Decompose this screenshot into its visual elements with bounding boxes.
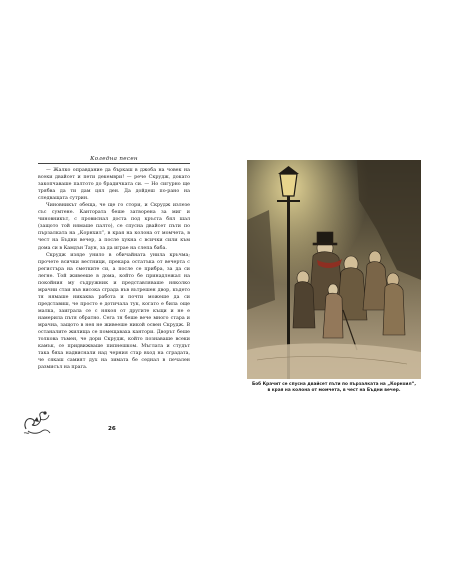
- ornament-vignette-icon: [20, 407, 54, 437]
- running-head: Коледна песен: [90, 156, 138, 162]
- body-text: [38, 167, 190, 371]
- illustration-caption: [247, 382, 421, 394]
- caption-line-1: Боб Крачит се спусна двайсет пъти по пързалката на „Корнхил“,: [251, 382, 417, 387]
- running-head-rule: [38, 163, 190, 164]
- paragraph-3: Скрудж изяде унило в обичайната унила кръчма; прочете всички вестници, прекара остатъка от вечерта с регистъра на сметките си, а после се прибра, за да си легне. Той живееше в дома, който бе принадлежал на покойния му съдружник и представляваше няколко мрачни стаи във висока сграда във вътрешен двор, където тя нямаше никаква работа и почти можеше да си представиш, че просто е дотичала тук, когато е била още малка, заиграла се с някоя от другите къщи и не е намерила пътя обратно. Сега тя беше вече много стара и мрачна, защото в нея не живееше никой освен Скрудж. В останалите жилища се помещаваха кантори. Дворът беше толкова тъмен, че дори Скрудж, който познаваше всеки камък, се придвижваше пипнешком. Мъглата и студът така бяха надвиснали над черния стар вход на сградата, че сякаш самият дух на зимата бе седнал в печален размисъл на прага.: [38, 252, 190, 371]
- page-number: 26: [108, 426, 116, 432]
- paragraph-1: — Жалко оправдание да бъркаш в джоба на човек на всеки двайсет и пети декември! — рече Скрудж, докато закопчаваше палтото до брадичката си. — Но сигурно ще трябва да ти дам цял ден. Да дойдеш по-рано на следващата сутрин.: [38, 168, 190, 202]
- caption-line-2: в края на колона от момчета, в чест на Бъдни вечер.: [267, 387, 401, 393]
- paragraph-2: Чиновникът обеща, че ще го стори, и Скрудж излезе със сумтене. Кантората беше затворена за миг и чиновникът, с провиснал доста под кръста бял шал (защото той нямаше палто), се спусна двайсет пъти по пързалката на „Корнхил“, в края на колона от момчета, в чест на Бъдни вечер, а после хукна с всички сили към дома си в Камдън Таун, за да играе на слепа баба.: [38, 203, 190, 251]
- illustration-image: [247, 160, 421, 379]
